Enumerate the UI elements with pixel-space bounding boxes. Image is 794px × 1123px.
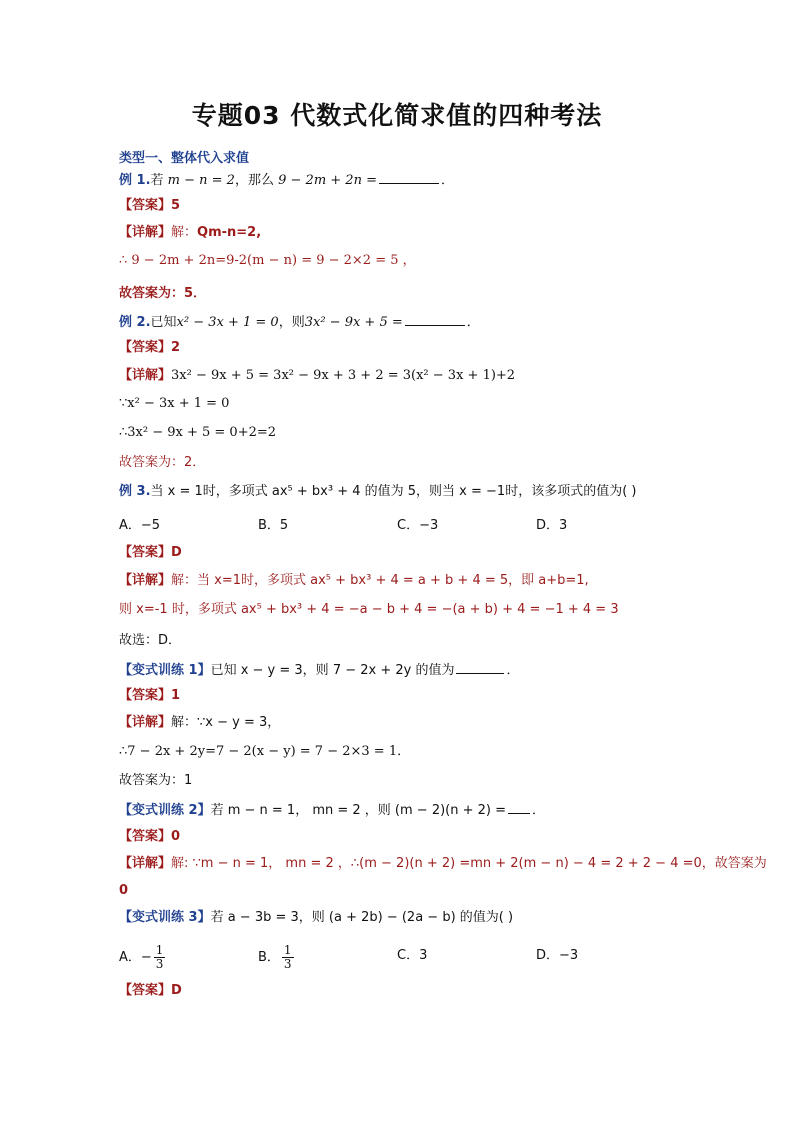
- example-3-answer: [119, 544, 182, 562]
- punctuation: ．: [466, 315, 480, 330]
- detail-tag: 【详解】: [119, 368, 172, 383]
- question-text: ，那么: [234, 173, 274, 188]
- example-2-answer: [119, 339, 180, 357]
- detail-text: 解：当 x=1时，多项式 ax⁵ + bx³ + 4 = a + b + 4 = 5，即 a+b=1,: [171, 573, 589, 588]
- option-a: A．−5: [119, 518, 161, 533]
- condition-expr: m − n = 2: [167, 173, 235, 188]
- fraction-numerator: 1: [155, 943, 164, 957]
- variation-1-question: [119, 660, 519, 680]
- question-text: 已知 x − y = 3，则 7 − 2x + 2y 的值为: [210, 663, 455, 678]
- answer-blank: [405, 312, 465, 326]
- fraction-denominator: 3: [283, 957, 292, 971]
- example-3-question: [119, 483, 636, 501]
- answer-blank: [379, 170, 439, 184]
- variation-2-detail-1: [119, 855, 767, 873]
- option-c: C．−3: [397, 518, 439, 533]
- example-2-detail-2: ∵x² − 3x + 1 = 0: [119, 396, 230, 411]
- detail-text: 解：∵x − y = 3，: [171, 715, 281, 730]
- variation-1-final: [119, 772, 192, 790]
- variation-2-question: [119, 800, 545, 820]
- detail-tag: 【详解】: [119, 573, 172, 588]
- example-2-detail-3: ∴3x² − 9x + 5 = 0+2=2: [119, 425, 277, 440]
- target-expr: 9 − 2m + 2n =: [278, 173, 377, 188]
- answer-blank: [508, 800, 530, 814]
- example-label: 例 3.: [119, 484, 151, 499]
- fraction-numerator: 1: [283, 943, 292, 957]
- answer-tag: 【答案】: [119, 983, 172, 998]
- variation-label: 【变式训练 1】: [119, 663, 211, 678]
- answer-tag: 【答案】: [119, 829, 172, 844]
- detail-text: Qm-n=2,: [197, 225, 262, 240]
- example-1-final: 故答案为：5．: [119, 286, 207, 301]
- option-label: A．−: [119, 950, 152, 965]
- answer-tag: 【答案】: [119, 545, 172, 560]
- answer-value: 1: [171, 688, 181, 703]
- answer-value: D: [171, 545, 182, 560]
- variation-2-detail-2: 0: [119, 883, 129, 898]
- option-a: [119, 944, 167, 971]
- variation-3-question: [119, 909, 513, 927]
- page-title: 专题03 代数式化简求值的四种考法: [191, 101, 603, 130]
- option-d: D．−3: [536, 948, 579, 963]
- option-b: [258, 944, 296, 971]
- option-label: B．: [258, 950, 280, 965]
- fraction: [154, 944, 166, 971]
- target-expr: 3x² − 9x + 5 =: [304, 315, 403, 330]
- answer-tag: 【答案】: [119, 340, 172, 355]
- example-1-answer: [119, 197, 180, 215]
- example-1-detail-1: [119, 224, 261, 242]
- question-text: 已知: [150, 315, 177, 330]
- answer-value: D: [171, 983, 182, 998]
- example-2-detail-1: [119, 367, 515, 385]
- detail-tag: 【详解】: [119, 856, 172, 871]
- answer-value: 5: [171, 198, 181, 213]
- final-text: 故答案为：1: [119, 773, 193, 788]
- variation-label: 【变式训练 3】: [119, 910, 211, 925]
- variation-2-answer: [119, 828, 180, 846]
- answer-tag: 【答案】: [119, 198, 172, 213]
- example-2-final: 故答案为：2．: [119, 455, 206, 470]
- fraction: [282, 944, 294, 971]
- punctuation: ．: [506, 663, 520, 678]
- question-text: 若 m − n = 1， mn = 2 ，则 (m − 2)(n + 2) =: [210, 803, 506, 818]
- detail-tag: 【详解】: [119, 715, 172, 730]
- detail-text: 解：: [171, 225, 198, 240]
- example-1-question: [119, 170, 454, 190]
- answer-value: 0: [171, 829, 181, 844]
- condition-expr: x² − 3x + 1 = 0: [176, 315, 279, 330]
- variation-label: 【变式训练 2】: [119, 803, 211, 818]
- detail-text: 3x² − 9x + 5 = 3x² − 9x + 3 + 2 = 3(x² − 3x + 1)+2: [171, 368, 516, 383]
- variation-3-answer: [119, 982, 182, 1000]
- punctuation: ．: [440, 173, 454, 188]
- question-text: 若: [150, 173, 164, 188]
- example-label: 例 1.: [119, 173, 151, 188]
- detail-text: 解: ∵m − n = 1， mn = 2 ，∴(m − 2)(n + 2) =mn + 2(m − n) − 4 = 2 + 2 − 4 =0，故答案为: [171, 856, 767, 871]
- question-text: ，则: [278, 315, 305, 330]
- detail-tag: 【详解】: [119, 225, 172, 240]
- example-label: 例 2.: [119, 315, 151, 330]
- section-heading: 类型一、整体代入求值: [119, 151, 250, 166]
- answer-blank: [456, 660, 504, 674]
- variation-1-detail-1: [119, 714, 280, 732]
- variation-1-detail-2: ∴7 − 2x + 2y=7 − 2(x − y) = 7 − 2×3 = 1．: [119, 744, 411, 759]
- punctuation: ．: [532, 803, 546, 818]
- variation-1-answer: [119, 687, 180, 705]
- fraction-denominator: 3: [155, 957, 164, 971]
- example-3-final: 故选：D．: [119, 633, 182, 648]
- example-3-detail-1: [119, 572, 589, 590]
- example-3-detail-2: 则 x=-1 时，多项式 ax⁵ + bx³ + 4 = −a − b + 4 = −(a + b) + 4 = −1 + 4 = 3: [119, 602, 619, 617]
- example-2-question: [119, 312, 480, 332]
- option-c: C．3: [397, 948, 428, 963]
- answer-tag: 【答案】: [119, 688, 172, 703]
- question-text: 当 x = 1时，多项式 ax⁵ + bx³ + 4 的值为 5，则当 x = −1时，该多项式的值为( ): [150, 484, 637, 499]
- option-d: D．3: [536, 518, 568, 533]
- option-b: B．5: [258, 518, 289, 533]
- answer-value: 2: [171, 340, 181, 355]
- question-text: 若 a − 3b = 3，则 (a + 2b) − (2a − b) 的值为( ): [210, 910, 514, 925]
- example-1-detail-2: ∴ 9 − 2m + 2n=9-2(m − n) = 9 − 2×2 = 5 ，: [119, 253, 416, 268]
